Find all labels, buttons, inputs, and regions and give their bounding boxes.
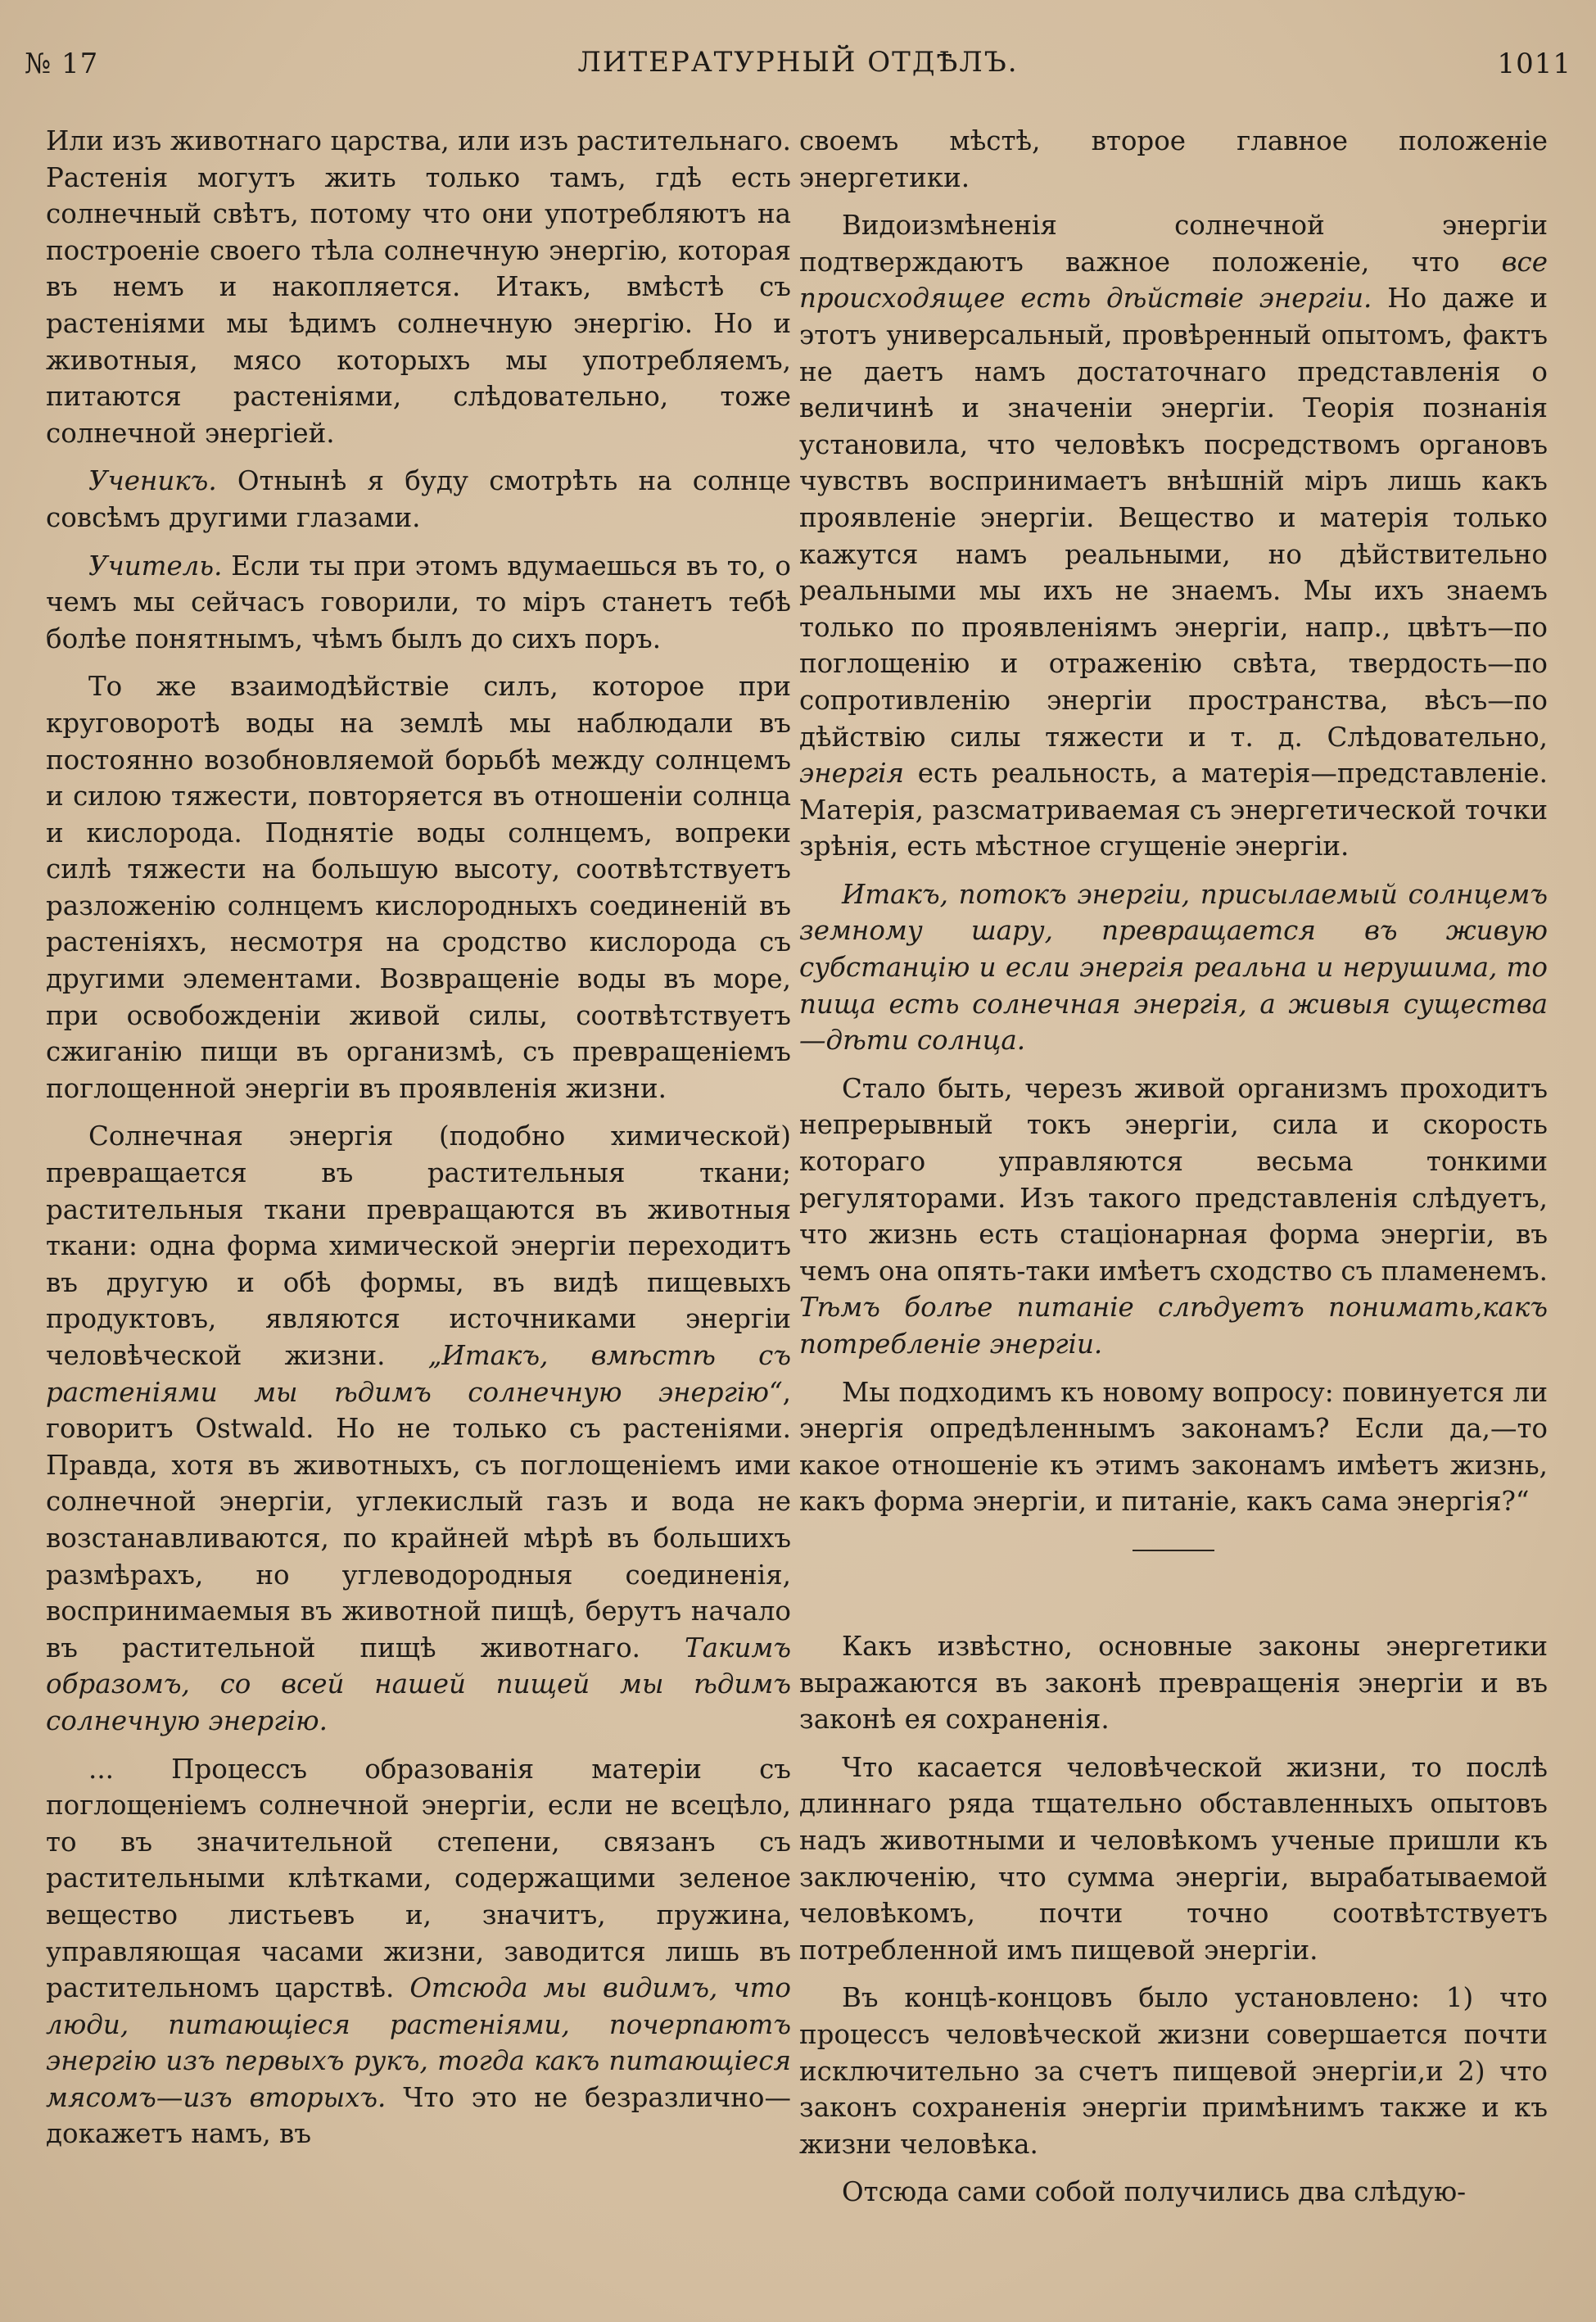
- paragraph: Видоизмѣненія солнечной энергіи подтверждаютъ важное положеніе, что все происходящее есть дѣйствіе энергіи. Но даже и этотъ универсальный, провѣренный опытомъ, фактъ не даетъ намъ достаточнаго представленія о величинѣ и значеніи энергіи. Теорія познанія установила, что человѣкъ посредствомъ органовъ чувствъ воспринимаетъ внѣшній міръ лишь какъ проявленіе энергіи. Вещество и матерія только кажутся намъ реальными, но дѣйствительно реальными мы ихъ не знаемъ. Мы ихъ знаемъ только по проявленіямъ энергіи, напр., цвѣтъ—по поглощенію и отраженію свѣта, твердость—по сопротивленію энергіи пространства, вѣсъ—по дѣйствію силы тяжести и т. д. Слѣдовательно, энергія есть реальность, а матерія—представленіе. Матерія, разсматриваемая съ энергетической точки зрѣнія, есть мѣстное сгущеніе энергіи.: [799, 210, 1548, 862]
- dialogue-paragraph: Учитель. Если ты при этомъ вдумаешься въ то, о чемъ мы сейчасъ говорили, то міръ станетъ тебѣ болѣе понятнымъ, чѣмъ былъ до сихъ поръ.: [46, 550, 791, 654]
- emphasis-paragraph: Итакъ, потокъ энергіи, присылаемый солнцемъ земному шару, превращается въ живую субстанцію и если энергія реальна и нерушима, то пища есть солнечная энергія, а живыя существа—дѣти солнца.: [799, 878, 1548, 1057]
- emphasis: Такимъ образомъ, со всей нашей пищей мы ѣдимъ солнечную энергію.: [46, 1632, 791, 1736]
- emphasis: Отсюда мы видимъ, что люди, питающіеся растеніями, почерпаютъ энергію изъ первыхъ рукъ, тогда какъ питающіеся мясомъ—изъ вторыхъ.: [46, 1972, 791, 2113]
- paragraph: Въ концѣ-концовъ было установлено: 1) что процессъ человѣческой жизни совершается почти исключительно за счетъ пищевой энергіи,и 2) что законъ сохраненія энергіи примѣнимъ также и къ жизни человѣка.: [799, 1982, 1548, 2160]
- paragraph: Солнечная энергія (подобно химической) превращается въ растительныя ткани; растительныя ткани превращаются въ животныя ткани: одна форма химической энергіи переходитъ въ другую и обѣ формы, въ видѣ пищевыхъ продуктовъ, являются источниками энергіи человѣческой жизни. „Итакъ, вмѣстѣ съ растеніями мы ѣдимъ солнечную энергію“, говоритъ Ostwald. Но не только съ растеніями. Правда, хотя въ животныхъ, съ поглощеніемъ ими солнечной энергіи, углекислый газъ и вода не возстанавливаются, по крайней мѣрѣ въ большихъ размѣрахъ, но углеводородныя соединенія, воспринимаемыя въ животной пищѣ, берутъ начало въ растительной пищѣ животнаго. Такимъ образомъ, со всей нашей пищей мы ѣдимъ солнечную энергію.: [46, 1120, 792, 1736]
- paragraph: Какъ извѣстно, основные законы энергетики выражаются въ законѣ превращенія энергіи и въ законѣ ея сохраненія.: [799, 1630, 1548, 1736]
- paragraph: ... Процессъ образованія матеріи съ поглощеніемъ солнечной энергіи, если не всецѣло, то въ значительной степени, связанъ съ растительными клѣтками, содержащими зеленое вещество листьевъ и, значитъ, пружина, управляющая часами жизни, заводится лишь въ растительномъ царствѣ. Отсюда мы видимъ, что люди, питающіеся растеніями, почерпаютъ энергію изъ первыхъ рукъ, тогда какъ питающіеся мясомъ—изъ вторыхъ. Что это не безразлично—докажетъ намъ, въ: [46, 1753, 791, 2150]
- paragraph: Отсюда сами собой получились два слѣдую-: [842, 2176, 1467, 2208]
- emphasis: энергія: [799, 758, 904, 790]
- paragraph: То же взаимодѣйствіе силъ, которое при круговоротѣ воды на землѣ мы наблюдали въ постоянно возобновляемой борьбѣ между солнцемъ и силою тяжести, повторяется въ отношеніи солнца и кислорода. Поднятіе воды солнцемъ, вопреки силѣ тяжести на большую высоту, соотвѣтствуетъ разложенію солнцемъ кислородныхъ соединеній въ растеніяхъ, несмотря на сродство кислорода съ другими элементами. Возвращеніе воды въ море, при освобожденіи живой силы, соотвѣтствуетъ сжиганію пищи въ организмѣ, съ превращеніемъ поглощенной энергіи въ проявленія жизни.: [46, 671, 791, 1104]
- emphasis: Тѣмъ болѣе питаніе слѣдуетъ понимать,какъ потребленіе энергіи.: [799, 1292, 1548, 1360]
- paragraph: Мы подходимъ къ новому вопросу: повинуется ли энергія опредѣленнымъ законамъ? Если да,—то какое отношеніе къ этимъ законамъ имѣетъ жизнь, какъ форма энергіи, и питаніе, какъ сама энергія?“: [799, 1376, 1548, 1518]
- emphasis: все происходящее есть дѣйствіе энергіи.: [799, 246, 1548, 315]
- paragraph: Стало быть, черезъ живой организмъ проходитъ непрерывный токъ энергіи, сила и скорость котораго управляются весьма тонкими регуляторами. Изъ такого представленія слѣдуетъ, что жизнь есть стаціонарная форма энергіи, въ чемъ она опять-таки имѣетъ сходство съ пламенемъ. Тѣмъ болѣе питаніе слѣдуетъ понимать,какъ потребленіе энергіи.: [799, 1072, 1548, 1360]
- right-column: [799, 123, 1548, 2211]
- page-header: [25, 39, 1571, 88]
- speaker-label: Ученикъ.: [88, 465, 217, 497]
- speaker-label: Учитель.: [88, 550, 223, 582]
- paragraph: своемъ мѣстѣ, второе главное положеніе энергетики.: [799, 125, 1548, 193]
- section-title: ЛИТЕРАТУРНЫЙ ОТДѢЛЪ.: [577, 46, 1019, 79]
- section-divider: [1133, 1550, 1214, 1551]
- paragraph: Что касается человѣческой жизни, то послѣ длиннаго ряда тщательно обставленныхъ опытовъ надъ животными и человѣкомъ ученые пришли къ заключенію, что сумма энергіи, вырабатываемой человѣкомъ, почти точно соотвѣтствуетъ потребленной имъ пищевой энергіи.: [799, 1751, 1548, 1966]
- left-column: [46, 123, 791, 2152]
- page-number: 1011: [1497, 48, 1571, 80]
- dialogue-paragraph: Ученикъ. Отнынѣ я буду смотрѣть на солнце совсѣмъ другими глазами.: [46, 465, 791, 533]
- issue-number: № 17: [25, 48, 99, 80]
- paragraph: Или изъ животнаго царства, или изъ растительнаго. Растенія могутъ жить только тамъ, гдѣ есть солнечный свѣтъ, потому что они употребляютъ на построеніе своего тѣла солнечную энергію, которая въ немъ и накопляется. Итакъ, вмѣстѣ съ растеніями мы ѣдимъ солнечную энергію. Но и животныя, мясо которыхъ мы употребляемъ, питаются растеніями, слѣдовательно, тоже солнечной энергіей.: [46, 125, 791, 449]
- quote: „Итакъ, вмѣстѣ съ растеніями мы ѣдимъ солнечную энергію“: [46, 1340, 792, 1408]
